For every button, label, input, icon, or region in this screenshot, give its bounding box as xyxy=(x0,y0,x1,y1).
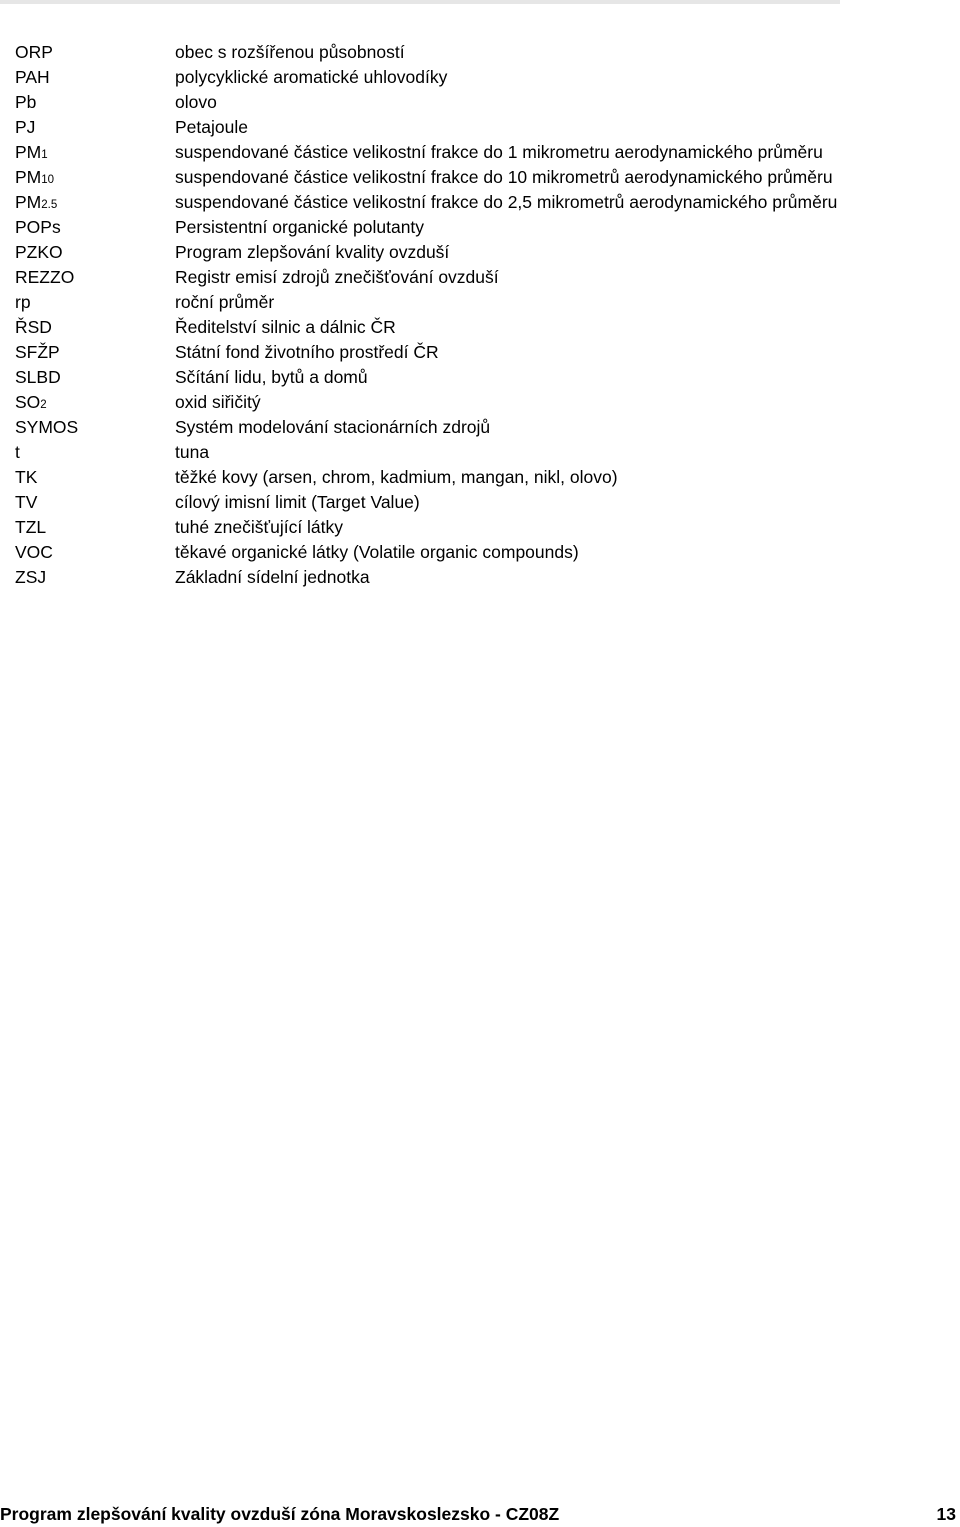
abbreviation-row xyxy=(15,415,945,440)
abbreviation-row xyxy=(15,290,945,315)
abbreviation-term: SO2 xyxy=(15,392,47,412)
abbreviation-row xyxy=(15,190,945,215)
abbreviation-row xyxy=(15,440,945,465)
abbreviation-definition: těkavé organické látky (Volatile organic compounds) xyxy=(175,542,579,562)
abbreviation-term: PZKO xyxy=(15,242,63,262)
abbreviation-term: ZSJ xyxy=(15,567,47,587)
abbreviation-row xyxy=(15,140,945,165)
abbreviation-definition: roční průměr xyxy=(175,292,275,312)
abbreviation-row xyxy=(15,540,945,565)
abbreviation-definition: Program zlepšování kvality ovzduší xyxy=(175,242,450,262)
abbreviation-term: PJ xyxy=(15,117,36,137)
abbreviation-row xyxy=(15,465,945,490)
abbreviation-definition: polycyklické aromatické uhlovodíky xyxy=(175,67,448,87)
abbreviation-term: VOC xyxy=(15,542,53,562)
abbreviation-row xyxy=(15,40,945,65)
abbreviation-definition: Státní fond životního prostředí ČR xyxy=(175,342,439,362)
abbreviation-row xyxy=(15,365,945,390)
abbreviation-term: REZZO xyxy=(15,267,75,287)
abbreviation-term: PM10 xyxy=(15,167,55,187)
abbreviation-term: PM2.5 xyxy=(15,192,58,212)
header-rule xyxy=(0,0,840,4)
abbreviation-row xyxy=(15,115,945,140)
abbreviation-definition: oxid siřičitý xyxy=(175,392,261,412)
abbreviation-term: TZL xyxy=(15,517,47,537)
abbreviation-row xyxy=(15,390,945,415)
abbreviation-list xyxy=(15,40,945,590)
abbreviation-term: SYMOS xyxy=(15,417,79,437)
abbreviation-definition: olovo xyxy=(175,92,217,112)
abbreviation-row xyxy=(15,65,945,90)
abbreviation-term: Pb xyxy=(15,92,37,112)
abbreviation-definition: Petajoule xyxy=(175,117,248,137)
abbreviation-definition: tuna xyxy=(175,442,210,462)
abbreviation-definition: tuhé znečišťující látky xyxy=(175,517,344,537)
abbreviation-definition: těžké kovy (arsen, chrom, kadmium, mangan, nikl, olovo) xyxy=(175,467,618,487)
abbreviation-term: ŘSD xyxy=(15,317,52,337)
abbreviation-term: ORP xyxy=(15,42,53,62)
abbreviation-term: PM1 xyxy=(15,142,48,162)
abbreviation-term: TK xyxy=(15,467,38,487)
page-footer xyxy=(0,1501,960,1527)
footer-title: Program zlepšování kvality ovzduší zóna Moravskoslezsko - CZ08Z xyxy=(0,1504,560,1524)
abbreviation-definition: Persistentní organické polutanty xyxy=(175,217,425,237)
abbreviation-term: SFŽP xyxy=(15,342,60,362)
abbreviation-definition: suspendované částice velikostní frakce do 10 mikrometrů aerodynamického průměru xyxy=(175,167,833,187)
abbreviation-definition: Systém modelování stacionárních zdrojů xyxy=(175,417,491,437)
abbreviation-term: rp xyxy=(15,292,31,312)
abbreviation-row xyxy=(15,215,945,240)
abbreviation-row xyxy=(15,165,945,190)
abbreviation-row xyxy=(15,565,945,590)
abbreviation-definition: Ředitelství silnic a dálnic ČR xyxy=(175,317,396,337)
abbreviation-row xyxy=(15,90,945,115)
abbreviation-row xyxy=(15,515,945,540)
abbreviation-definition: Základní sídelní jednotka xyxy=(175,567,370,587)
abbreviation-definition: cílový imisní limit (Target Value) xyxy=(175,492,420,512)
abbreviation-term: TV xyxy=(15,492,38,512)
abbreviation-row xyxy=(15,340,945,365)
abbreviation-row xyxy=(15,240,945,265)
abbreviation-definition: suspendované částice velikostní frakce do 2,5 mikrometrů aerodynamického průměru xyxy=(175,192,838,212)
abbreviation-row xyxy=(15,490,945,515)
abbreviation-term: POPs xyxy=(15,217,61,237)
page-number: 13 xyxy=(936,1504,956,1524)
abbreviation-definition: Registr emisí zdrojů znečišťování ovzduší xyxy=(175,267,499,287)
abbreviation-row xyxy=(15,265,945,290)
abbreviation-definition: obec s rozšířenou působností xyxy=(175,42,405,62)
abbreviation-definition: Sčítání lidu, bytů a domů xyxy=(175,367,368,387)
abbreviation-term: SLBD xyxy=(15,367,61,387)
abbreviation-row xyxy=(15,315,945,340)
abbreviation-definition: suspendované částice velikostní frakce do 1 mikrometru aerodynamického průměru xyxy=(175,142,823,162)
abbreviation-term: t xyxy=(15,442,20,462)
abbreviation-term: PAH xyxy=(15,67,50,87)
